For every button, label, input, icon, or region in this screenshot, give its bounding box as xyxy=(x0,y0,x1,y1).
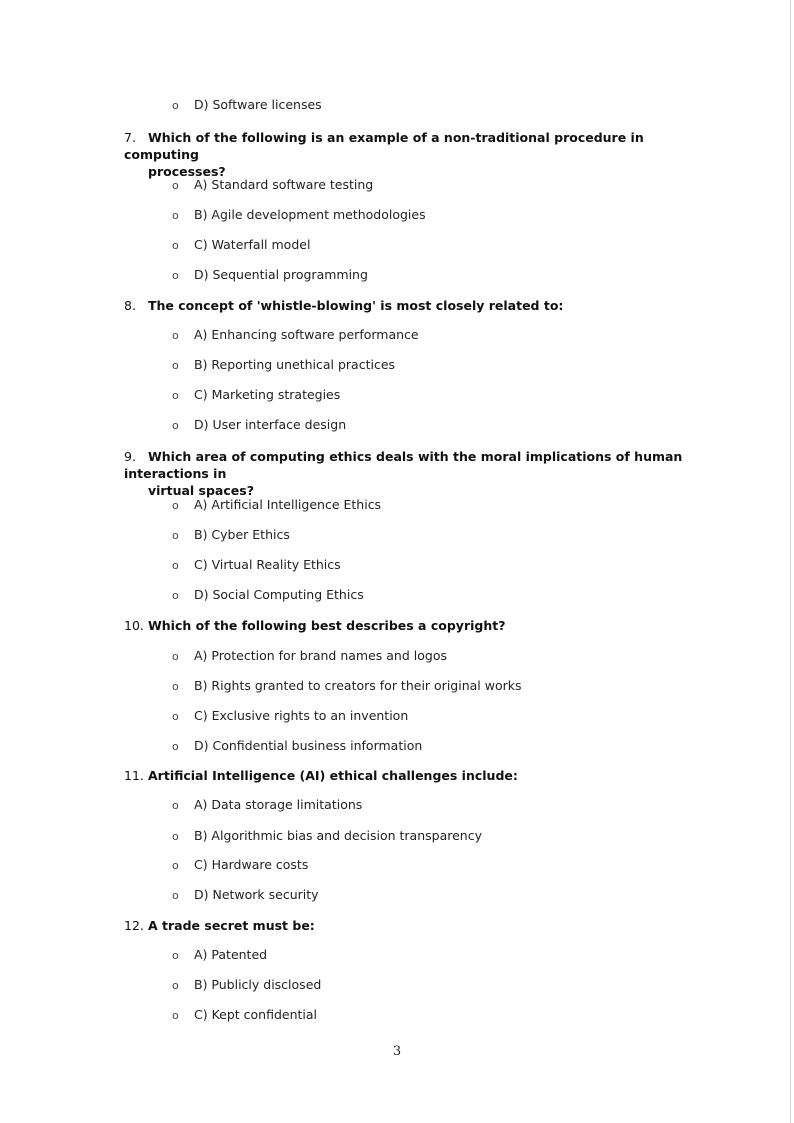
option xyxy=(172,977,321,992)
bullet: o xyxy=(172,209,179,222)
question-text: Which area of computing ethics deals with the moral implications of human interactions in xyxy=(124,449,683,481)
option-label: C) Kept confidential xyxy=(194,1007,318,1022)
bullet: o xyxy=(172,239,179,252)
option-label: D) Sequential programming xyxy=(194,267,368,282)
option xyxy=(172,267,368,282)
question-number: 11. xyxy=(124,768,144,783)
question-number: 9. xyxy=(124,449,136,464)
question-text-continued: processes? xyxy=(148,164,226,179)
question-text: Which of the following best describes a copyright? xyxy=(148,618,506,633)
bullet: o xyxy=(172,589,179,602)
bullet: o xyxy=(172,419,179,432)
bullet: o xyxy=(172,949,179,962)
bullet: o xyxy=(172,979,179,992)
bullet: o xyxy=(172,529,179,542)
bullet: o xyxy=(172,710,179,723)
bullet: o xyxy=(172,1009,179,1022)
bullet: o xyxy=(172,499,179,512)
question-10 xyxy=(124,617,714,634)
question-11 xyxy=(124,767,714,784)
question-number: 10. xyxy=(124,618,144,633)
option xyxy=(172,708,408,723)
option xyxy=(172,1007,317,1022)
bullet: o xyxy=(172,650,179,663)
option xyxy=(172,177,373,192)
option xyxy=(172,237,310,252)
option-label: A) Standard software testing xyxy=(194,177,374,192)
question-number: 7. xyxy=(124,130,136,145)
bullet: o xyxy=(172,389,179,402)
bullet: o xyxy=(172,359,179,372)
option-label: A) Protection for brand names and logos xyxy=(194,648,447,663)
option xyxy=(172,207,426,222)
bullet: o xyxy=(172,830,179,843)
option-label: B) Rights granted to creators for their original works xyxy=(194,678,522,693)
option xyxy=(172,828,482,843)
question-12 xyxy=(124,917,714,934)
option xyxy=(172,648,447,663)
bullet: o xyxy=(172,859,179,872)
option-label: C) Waterfall model xyxy=(194,237,311,252)
option-label: D) Software licenses xyxy=(194,97,322,112)
option-label: C) Marketing strategies xyxy=(194,387,341,402)
option-label: A) Data storage limitations xyxy=(194,797,363,812)
option xyxy=(172,557,341,572)
question-text-continued: virtual spaces? xyxy=(148,483,254,498)
option-label: D) Confidential business information xyxy=(194,738,423,753)
bullet: o xyxy=(172,740,179,753)
option xyxy=(172,497,381,512)
option-carryover xyxy=(172,97,322,112)
option-label: C) Virtual Reality Ethics xyxy=(194,557,341,572)
option-label: C) Exclusive rights to an invention xyxy=(194,708,409,723)
option xyxy=(172,357,395,372)
question-number: 8. xyxy=(124,298,136,313)
question-text: Artificial Intelligence (AI) ethical challenges include: xyxy=(148,768,518,783)
question-9 xyxy=(124,448,714,499)
question-7 xyxy=(124,129,714,180)
bullet: o xyxy=(172,680,179,693)
bullet: o xyxy=(172,559,179,572)
option xyxy=(172,887,319,902)
page-edge xyxy=(790,0,791,1123)
option-label: B) Publicly disclosed xyxy=(194,977,322,992)
option xyxy=(172,947,267,962)
question-text: A trade secret must be: xyxy=(148,918,315,933)
option-label: D) Social Computing Ethics xyxy=(194,587,364,602)
question-number: 12. xyxy=(124,918,144,933)
bullet: o xyxy=(172,99,179,112)
option-label: B) Algorithmic bias and decision transparency xyxy=(194,828,482,843)
option-label: D) User interface design xyxy=(194,417,347,432)
option-label: D) Network security xyxy=(194,887,319,902)
page-number: 3 xyxy=(392,1044,402,1059)
option xyxy=(172,387,340,402)
option xyxy=(172,738,422,753)
bullet: o xyxy=(172,329,179,342)
option-label: B) Agile development methodologies xyxy=(194,207,426,222)
option xyxy=(172,327,419,342)
bullet: o xyxy=(172,269,179,282)
question-text: Which of the following is an example of a non-traditional procedure in computing xyxy=(124,130,644,162)
option-label: A) Enhancing software performance xyxy=(194,327,419,342)
option xyxy=(172,527,290,542)
question-text: The concept of 'whistle-blowing' is most closely related to: xyxy=(148,298,564,313)
option-label: A) Artificial Intelligence Ethics xyxy=(194,497,382,512)
option-label: B) Reporting unethical practices xyxy=(194,357,396,372)
bullet: o xyxy=(172,889,179,902)
question-8 xyxy=(124,297,714,314)
option-label: B) Cyber Ethics xyxy=(194,527,290,542)
bullet: o xyxy=(172,799,179,812)
option xyxy=(172,857,308,872)
option xyxy=(172,797,362,812)
bullet: o xyxy=(172,179,179,192)
option xyxy=(172,587,364,602)
option xyxy=(172,417,346,432)
option xyxy=(172,678,521,693)
option-label: A) Patented xyxy=(194,947,268,962)
option-label: C) Hardware costs xyxy=(194,857,309,872)
